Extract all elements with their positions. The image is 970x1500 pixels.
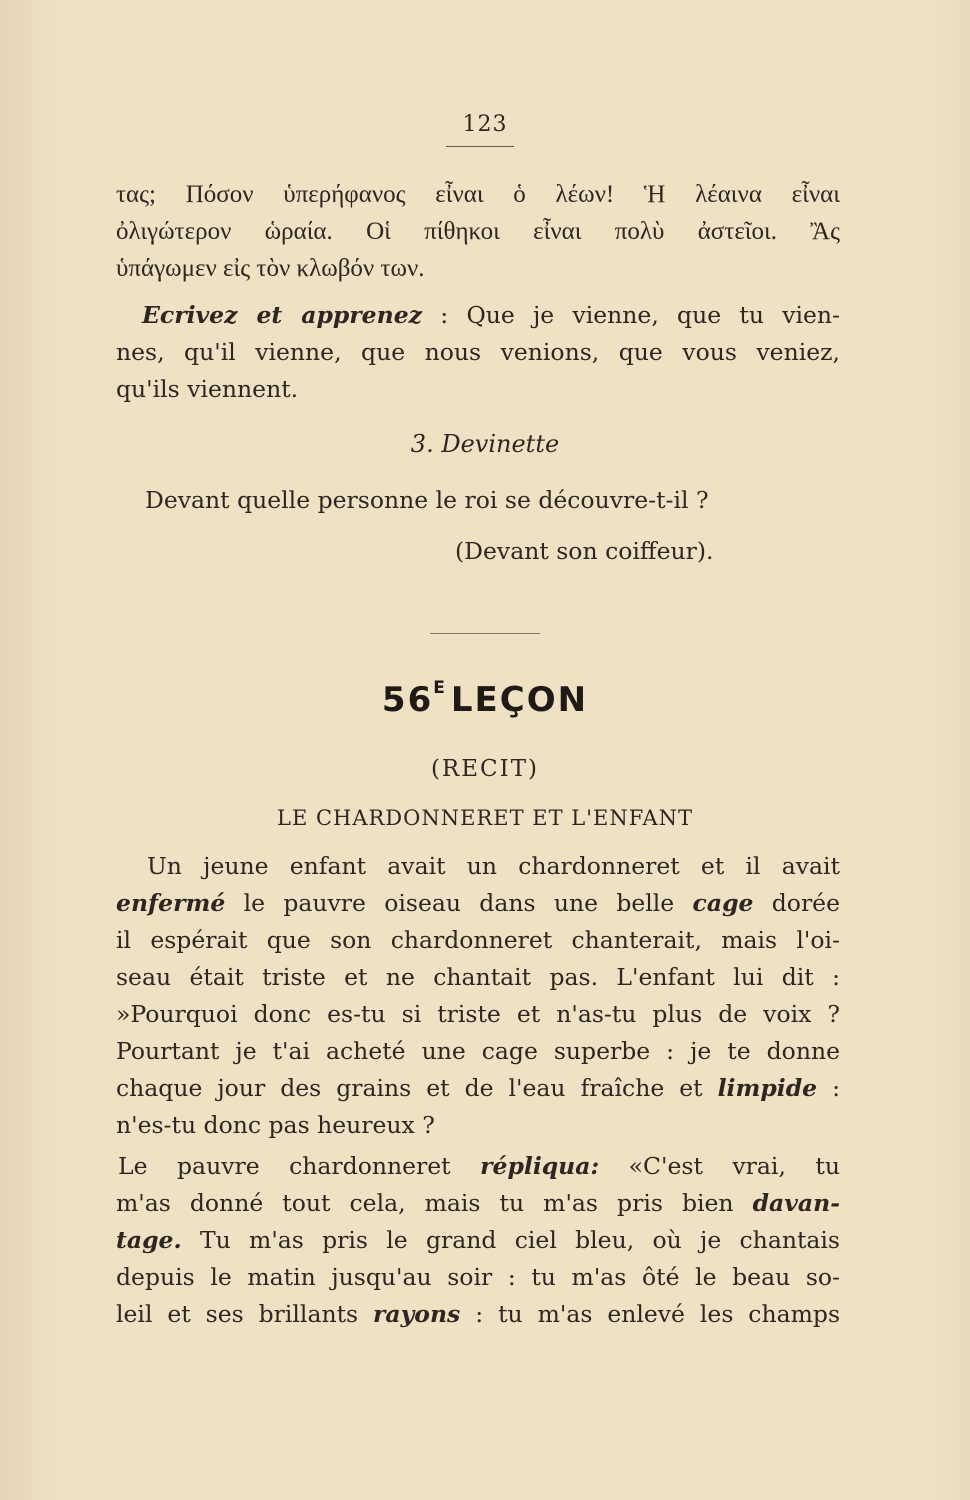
greek-line-2: ὀλιγώτερον ὡραία. Οἱ πίθηκοι εἶναι πολὺ ἀστεῖοι. Ἂς xyxy=(116,218,840,245)
story-em-tage: tage. xyxy=(116,1226,182,1254)
story-line-1: Un jeune enfant avait un chardonneret et il avait xyxy=(147,852,840,880)
story-line-6: Pourtant je t'ai acheté une cage superbe : je te donne xyxy=(116,1037,840,1065)
lesson-number-sup: E xyxy=(433,678,447,698)
story-em-cage: cage xyxy=(692,889,754,917)
story-line-9-b: «C'est vrai, tu xyxy=(599,1152,840,1180)
story-line-13-b: : tu m'as enlevé les champs xyxy=(460,1300,840,1328)
story-em-rayons: rayons xyxy=(373,1300,461,1328)
greek-line-1: τας; Πόσον ὑπερήφανος εἶναι ὁ λέων! Ἡ λέαινα εἶναι xyxy=(116,181,840,208)
exercise-label: Ecrivez et apprenez xyxy=(142,301,423,329)
riddle-question: Devant quelle personne le roi se découvre-t-il ? xyxy=(145,486,709,514)
page-number-rule xyxy=(446,146,514,147)
lesson-type: (RECIT) xyxy=(430,756,540,782)
story-em-limpide: limpide xyxy=(717,1074,818,1102)
lesson-heading xyxy=(0,680,970,720)
story-line-11-b: Tu m'as pris le grand ciel bleu, où je chantais xyxy=(181,1226,840,1254)
story-line-7 xyxy=(116,1070,840,1107)
story-line-8: n'es-tu donc pas heureux ? xyxy=(116,1111,435,1139)
story-line-9 xyxy=(118,1148,840,1185)
story-em-repliqua: répliqua: xyxy=(480,1152,600,1180)
riddle-title: Devinette xyxy=(441,430,560,458)
story-line-10 xyxy=(116,1185,840,1222)
story-line-13-a: leil et ses brillants xyxy=(116,1300,374,1328)
lesson-word: LEÇON xyxy=(450,680,589,720)
story-line-5: »Pourquoi donc es-tu si triste et n'as-tu plus de voix ? xyxy=(116,1000,840,1028)
exercise-line-3: qu'ils viennent. xyxy=(116,375,299,403)
story-line-3: il espérait que son chardonneret chanterait, mais l'oi- xyxy=(116,926,840,954)
page-number: 123 xyxy=(462,112,508,137)
story-line-2-b: dorée xyxy=(753,889,840,917)
story-line-2-a: le pauvre oiseau dans une belle xyxy=(225,889,693,917)
story-em-davantage: davan- xyxy=(752,1189,840,1217)
lesson-number: 56 xyxy=(381,680,434,720)
riddle-number: 3. xyxy=(410,430,434,458)
story-line-12: depuis le matin jusqu'au soir : tu m'as ôté le beau so- xyxy=(116,1263,840,1291)
story-line-9-a: Le pauvre chardonneret xyxy=(118,1152,481,1180)
story-line-7-b: : xyxy=(817,1074,841,1102)
exercise-line-1 xyxy=(142,297,840,334)
riddle-answer: (Devant son coiffeur). xyxy=(455,537,714,565)
greek-line-3: ὑπάγωμεν εἰς τὸν κλωβόν των. xyxy=(116,255,425,282)
story-em-enferme: enfermé xyxy=(116,889,226,917)
exercise-line-2: nes, qu'il vienne, que nous venions, que vous veniez, xyxy=(116,338,840,366)
story-line-7-a: chaque jour des grains et de l'eau fraîche et xyxy=(116,1074,718,1102)
story-line-11 xyxy=(116,1222,840,1259)
section-separator xyxy=(430,633,540,634)
exercise-line-1-text: Que je vienne, que tu vien- xyxy=(448,301,840,329)
story-line-10-a: m'as donné tout cela, mais tu m'as pris bien xyxy=(116,1189,753,1217)
lesson-title: LE CHARDONNERET ET L'ENFANT xyxy=(277,806,693,830)
story-line-2 xyxy=(116,885,840,922)
story-line-4: seau était triste et ne chantait pas. L'enfant lui dit : xyxy=(116,963,840,991)
story-line-13 xyxy=(116,1296,840,1333)
riddle-heading xyxy=(0,426,970,463)
exercise-colon: : xyxy=(422,301,449,329)
